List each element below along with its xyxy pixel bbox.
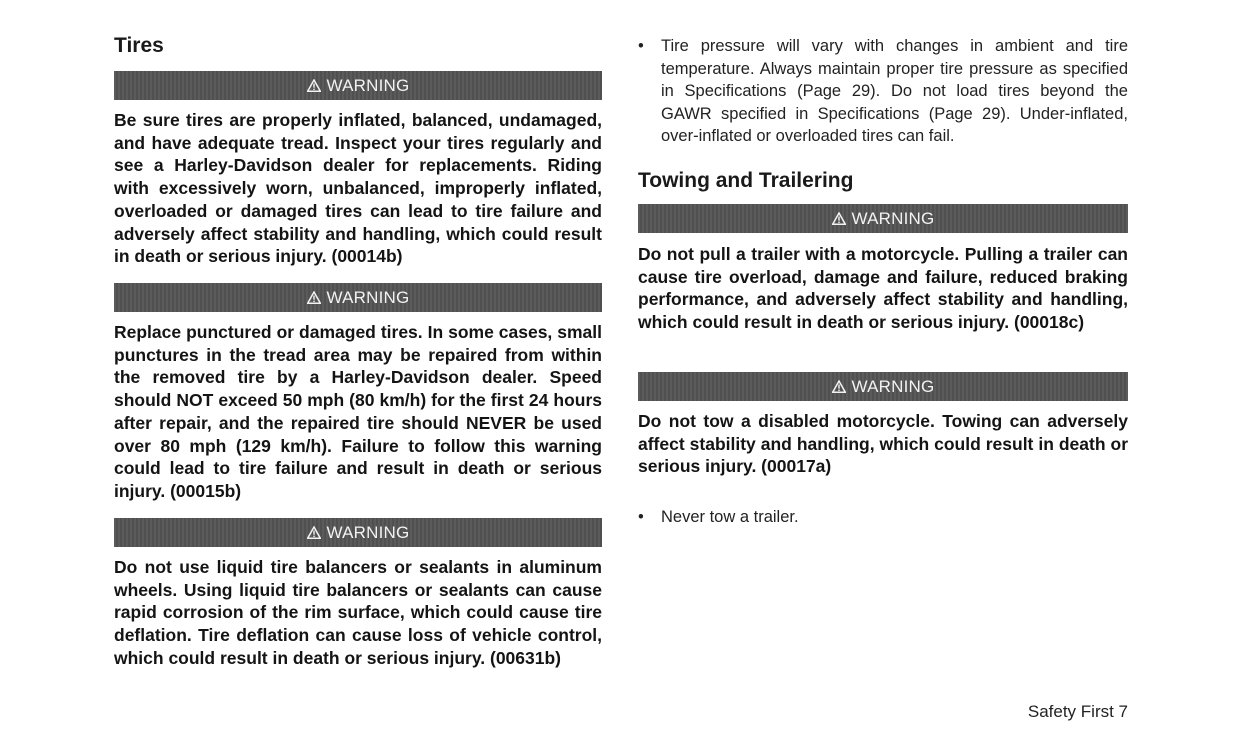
bullet-text: Never tow a trailer. [661,508,799,526]
warning-label: WARNING [326,522,410,542]
warning-text: Do not tow a disabled motorcycle. Towing can adversely affect stability and handling, which could result in death or serious injury. (00017a) [638,411,1128,477]
warning-text: Replace punctured or damaged tires. In some cases, small punctures in the tread area may be repaired from within the removed tire by a Harley-Davidson dealer. Speed should NOT exceed 50 mph (80 km/h) for the first 24 hours after repair, and the repaired tire should NEVER be used over 80 mph (129 km/h). Failure to follow this warning could lead to tire failure and result in death or serious injury. (00015b) [114,322,602,501]
warning-bar [638,204,1128,233]
bullet-icon: • [638,508,644,526]
bullet-text: Tire pressure will vary with changes in ambient and tire temperature. Always maintain proper tire pressure as specified in Specifications (Page 29). Do not load tires beyond the GAWR specified in Specifications (Page 29). Under-inflated, over-inflated or overloaded tires can fail. [661,37,1128,146]
warning-bar [114,71,602,100]
warning-label: WARNING [851,208,935,228]
warning-bar [114,518,602,547]
warning-bar [114,283,602,312]
bullet-list [638,506,1128,529]
warning-label: WARNING [851,376,935,396]
page-footer: Safety First 7 [1027,702,1128,721]
section-heading-towing: Towing and Trailering [638,169,854,192]
list-item [638,35,1128,148]
warning-triangle-icon [307,79,321,92]
warning-text: Do not use liquid tire balancers or sealants in aluminum wheels. Using liquid tire balancers or sealants can cause rapid corrosion of the rim surface, which could cause tire deflation. Tire deflation can cause loss of vehicle control, which could result in death or serious injury. (00631b) [114,557,602,668]
bullet-icon: • [638,37,644,55]
warning-label: WARNING [326,287,410,307]
warning-text: Be sure tires are properly inflated, balanced, undamaged, and have adequate tread. Inspect your tires regularly and see a Harley-Davidson dealer for replacements. Riding with excessively worn, unbalanced, improperly inflated, overloaded or damaged tires can lead to tire failure and adversely affect stability and handling, which could result in death or serious injury. (00014b) [114,110,602,267]
warning-triangle-icon [832,212,846,225]
warning-label: WARNING [326,75,410,95]
warning-triangle-icon [307,291,321,304]
warning-text: Do not pull a trailer with a motorcycle. Pulling a trailer can cause tire overload, damage and failure, reduced braking performance, and adversely affect stability and handling, which could result in death or serious injury. (00018c) [638,244,1128,333]
warning-triangle-icon [832,380,846,393]
bullet-list [638,35,1128,148]
warning-triangle-icon [307,526,321,539]
list-item [638,506,1128,529]
section-heading-tires: Tires [114,34,164,57]
warning-bar [638,372,1128,401]
